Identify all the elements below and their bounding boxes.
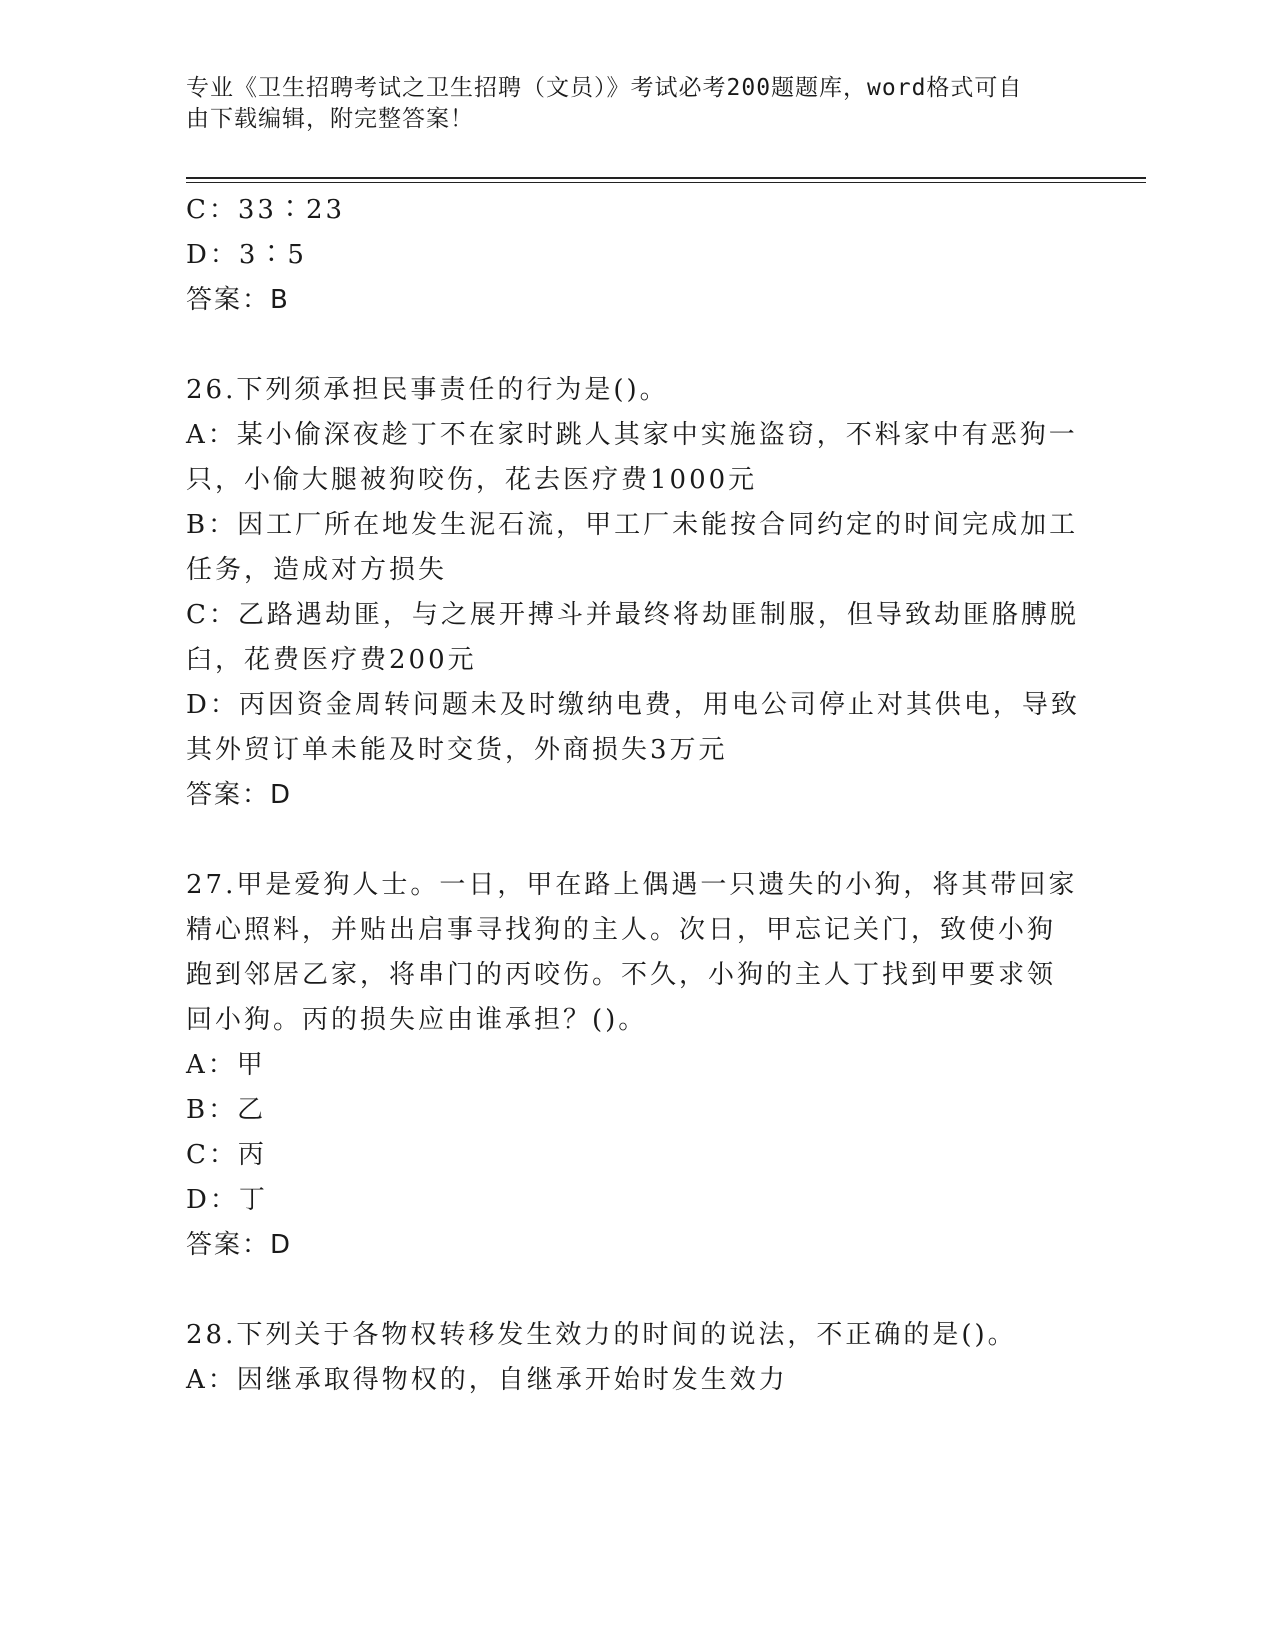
spacer [186, 323, 1086, 368]
option-d-cont: 其外贸订单未能及时交货，外商损失3万元 [186, 735, 728, 765]
option-d: D：丙因资金周转问题未及时缴纳电费，用电公司停止对其供电，导致 [186, 690, 1080, 720]
option-c: C：33∶23 [186, 195, 346, 225]
question-stem: 26.下列须承担民事责任的行为是()。 [186, 375, 669, 405]
document-body [186, 188, 1086, 1403]
question-25-tail [186, 188, 1086, 323]
header-rule-thick [186, 177, 1146, 179]
document-header [186, 73, 1066, 135]
option-b: B：乙 [186, 1095, 267, 1125]
question-26 [186, 368, 1086, 818]
answer-line: 答案：D [186, 780, 293, 810]
option-d: D：丁 [186, 1185, 268, 1215]
question-28 [186, 1313, 1086, 1403]
option-a-cont: 只，小偷大腿被狗咬伤，花去医疗费1000元 [186, 465, 758, 495]
option-c: C：乙路遇劫匪，与之展开搏斗并最终将劫匪制服，但导致劫匪胳膊脱 [186, 600, 1079, 630]
question-stem-cont: 回小狗。丙的损失应由谁承担？()。 [186, 1005, 648, 1035]
option-a: A：某小偷深夜趁丁不在家时跳人其家中实施盗窃，不料家中有恶狗一 [186, 420, 1078, 450]
header-line: 由下载编辑，附完整答案！ [186, 106, 474, 132]
header-rule-thin [186, 182, 1146, 183]
option-a: A：因继承取得物权的，自继承开始时发生效力 [186, 1365, 788, 1395]
header-line: 专业《卫生招聘考试之卫生招聘（文员）》考试必考200题题库，word格式可自 [186, 75, 1023, 101]
answer-line: 答案：B [186, 285, 290, 315]
option-b: B：因工厂所在地发生泥石流，甲工厂未能按合同约定的时间完成加工 [186, 510, 1079, 540]
option-b-cont: 任务，造成对方损失 [186, 555, 448, 585]
question-stem: 27.甲是爱狗人士。一日，甲在路上偶遇一只遗失的小狗，将其带回家 [186, 870, 1078, 900]
option-c-cont: 臼，花费医疗费200元 [186, 645, 477, 675]
question-27 [186, 863, 1086, 1268]
option-c: C：丙 [186, 1140, 267, 1170]
question-stem-cont: 精心照料，并贴出启事寻找狗的主人。次日，甲忘记关门，致使小狗 [186, 915, 1057, 945]
question-stem-cont: 跑到邻居乙家，将串门的丙咬伤。不久，小狗的主人丁找到甲要求领 [186, 960, 1057, 990]
spacer [186, 818, 1086, 863]
option-d: D：3∶5 [186, 240, 307, 270]
answer-line: 答案：D [186, 1230, 293, 1260]
spacer [186, 1268, 1086, 1313]
question-stem: 28.下列关于各物权转移发生效力的时间的说法，不正确的是()。 [186, 1320, 1017, 1350]
option-a: A：甲 [186, 1050, 266, 1080]
